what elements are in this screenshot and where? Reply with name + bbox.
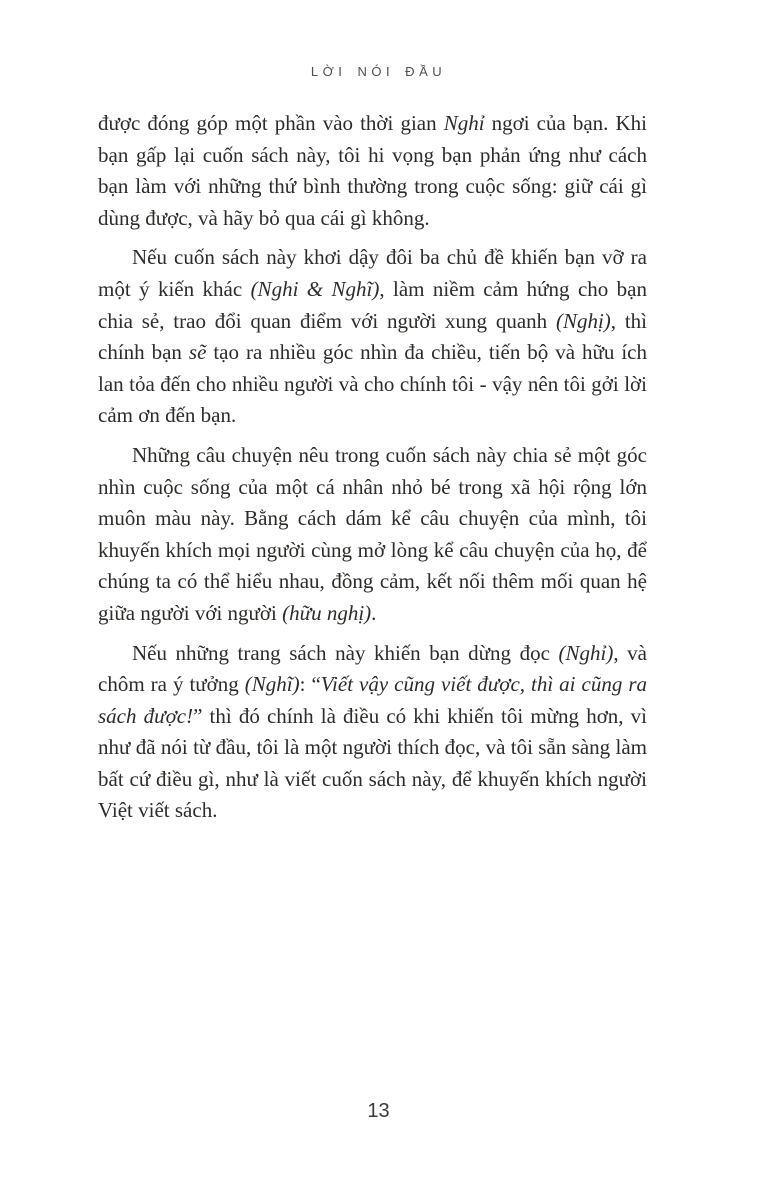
running-head: LỜI NÓI ĐẦU [310,64,447,79]
italic-text-segment: (Nghị) [555,308,611,333]
italic-text-segment: Viết vậy cũng viết được, thì ai cũng ra sách được! [98,672,647,728]
text-segment: được đóng góp một phần vào thời gian [98,111,444,135]
italic-text-segment: sẽ [188,340,207,365]
text-segment: ” thì đó chính là điều có khi khiến tôi mừng hơn, vì như đã nói từ đầu, tôi là một người thích đọc, và tôi sẵn sàng làm bất cứ điều gì, như là viết cuốn sách này, để khuyến khích người Việt viết sách. [98,703,648,823]
paragraph [98,108,647,234]
text-segment: . [371,600,377,625]
italic-text-segment: (Nghĩ) [244,672,300,697]
italic-text-segment: (Nghi & Nghĩ) [250,276,380,301]
text-segment: , làm niềm cảm hứng cho bạn chia sẻ, trao đổi quan điểm với người xung quanh [98,276,647,333]
text-segment: : “ [299,672,321,697]
text-segment: Những câu chuyện nêu trong cuốn sách này chia sẻ một góc nhìn cuộc sống của một cá nhân nhỏ bé trong xã hội rộng lớn muôn màu này. Bằng cách dám kể câu chuyện của mình, tôi khuyến khích mọi người cùng mở lòng kể câu chuyện của họ, để chúng ta có thể hiểu nhau, đồng cảm, kết nối thêm mối quan hệ giữa người với người [98,442,647,625]
italic-text-segment: (hữu nghị) [282,600,372,625]
page-number: 13 [367,1100,390,1122]
text-segment: Nếu những trang sách này khiến bạn dừng đọc [132,640,559,665]
paragraph [98,242,647,432]
italic-text-segment: Nghỉ [443,111,485,135]
text-segment: , và chôm ra ý tưởng [98,640,647,697]
italic-text-segment: (Nghỉ) [558,640,614,665]
text-segment: tạo ra nhiều góc nhìn đa chiều, tiến bộ và hữu ích lan tỏa đến cho nhiều người và cho chính tôi - vậy nên tôi gởi lời cảm ơn đến bạn. [98,340,647,428]
text-segment: ngơi của bạn. Khi bạn gấp lại cuốn sách này, tôi hi vọng bạn phản ứng như cách bạn làm với những thứ bình thường trong cuộc sống: giữ cái gì dùng được, và hãy bỏ qua cái gì không. [98,111,647,230]
text-segment: , thì chính bạn [98,308,647,365]
text-segment: Nếu cuốn sách này khơi dậy đôi ba chủ đề khiến bạn vỡ ra một ý kiến khác [98,245,647,301]
paragraph [98,638,647,828]
paragraph [98,440,647,630]
body-text [98,108,647,835]
